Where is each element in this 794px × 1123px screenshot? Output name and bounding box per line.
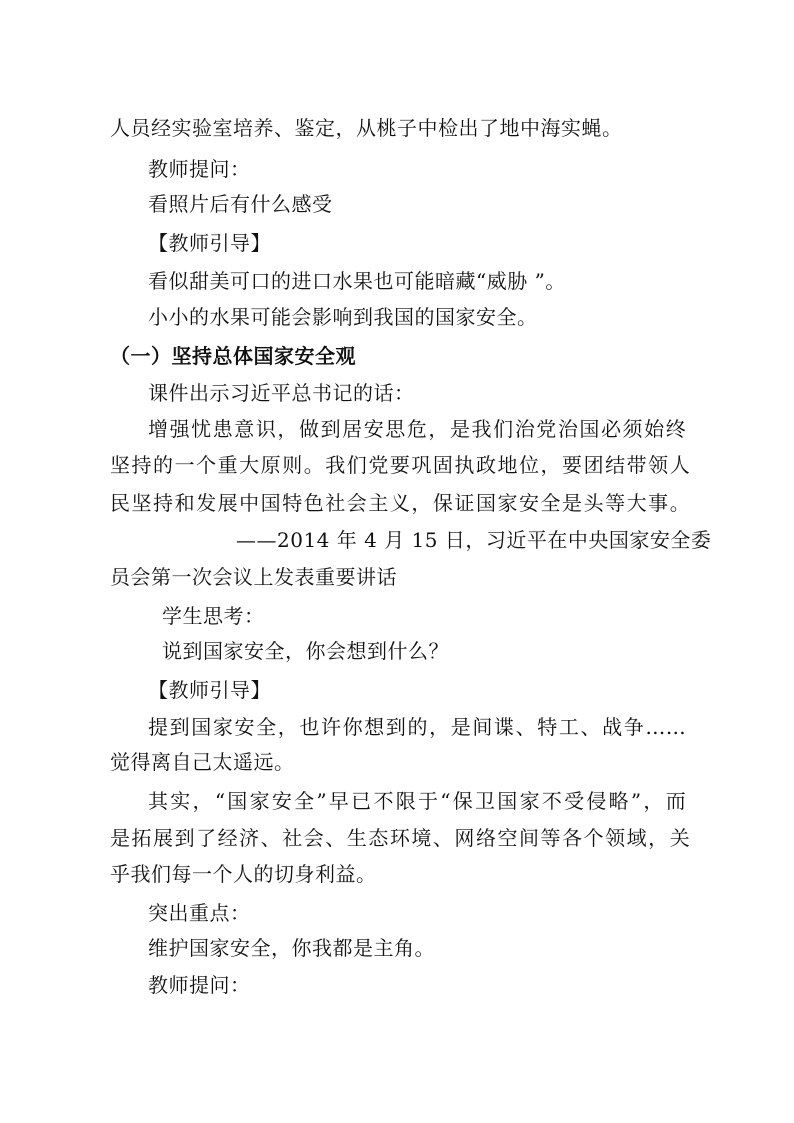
paragraph-line: 维护国家安全，你我都是主角。 <box>148 936 435 960</box>
paragraph-line: 是拓展到了经济、社会、生态环境、网络空间等各个领域，关 <box>110 826 690 850</box>
paragraph-line: 看照片后有什么感受 <box>148 192 333 216</box>
quote-line: 坚持的一个重大原则。我们党要巩固执政地位，要团结带领人 <box>110 453 690 477</box>
paragraph-line: 课件出示习近平总书记的话： <box>148 381 415 405</box>
paragraph-line: 看似甜美可口的进口水果也可能暗藏“威胁 ”。 <box>148 269 566 293</box>
paragraph-line: 【教师引导】 <box>148 231 271 255</box>
paragraph-line: 【教师引导】 <box>148 678 271 702</box>
paragraph-line: 说到国家安全，你会想到什么？ <box>162 639 449 663</box>
quote-source-line: 员会第一次会议上发表重要讲话 <box>110 565 397 589</box>
quote-line: 增强忧患意识，做到居安思危，是我们治党治国必须始终 <box>148 417 686 441</box>
paragraph-line: 教师提问： <box>148 973 251 997</box>
paragraph-line: 教师提问： <box>148 157 251 181</box>
paragraph-line: 乎我们每一个人的切身利益。 <box>110 862 377 886</box>
section-heading: （一）坚持总体国家安全观 <box>110 344 356 368</box>
paragraph-line: 学生思考： <box>162 604 265 628</box>
paragraph-line: 人员经实验室培养、鉴定，从桃子中检出了地中海实蝇。 <box>110 116 623 140</box>
quote-line: 民坚持和发展中国特色社会主义，保证国家安全是头等大事。 <box>110 491 690 515</box>
paragraph-line: 小小的水果可能会影响到我国的国家安全。 <box>148 305 538 329</box>
paragraph-line: 觉得离自己太遥远。 <box>110 750 295 774</box>
paragraph-line: 突出重点： <box>148 901 251 925</box>
paragraph-line: 其实，“国家安全”早已不限于“保卫国家不受侵略”，而 <box>148 789 686 813</box>
quote-source-line: ——2014 年 4 月 15 日，习近平在中央国家安全委 <box>236 528 712 552</box>
paragraph-line: 提到国家安全，也许你想到的，是间谍、特工、战争…… <box>148 715 686 739</box>
